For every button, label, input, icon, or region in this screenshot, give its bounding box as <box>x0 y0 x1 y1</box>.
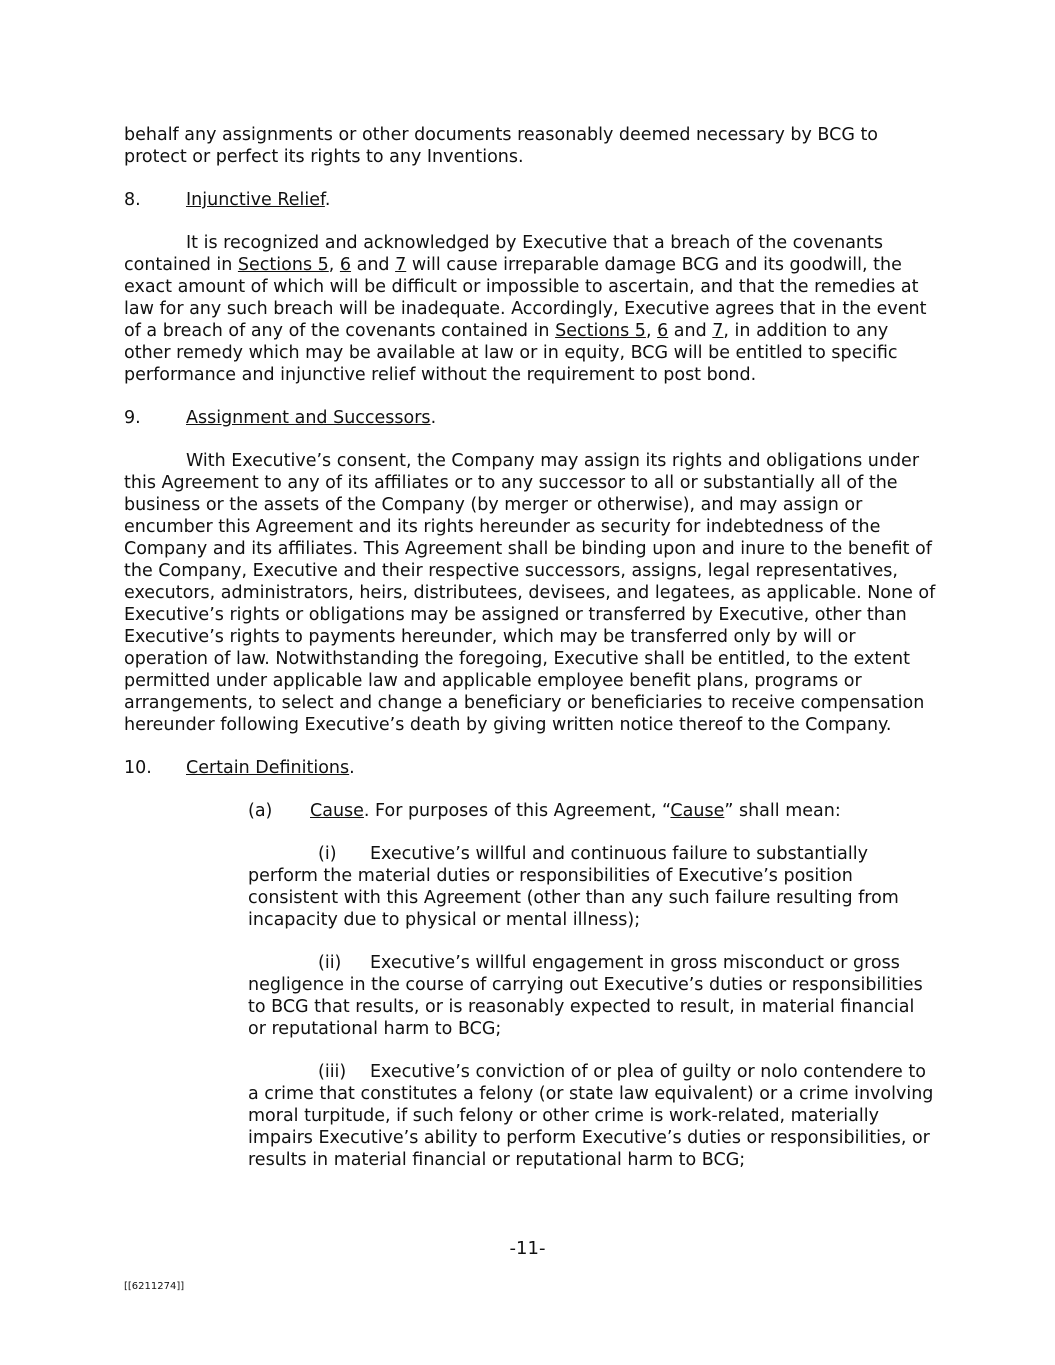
cause-term: Cause <box>310 801 364 821</box>
cause-item-ii <box>248 952 936 1040</box>
cause-item-i <box>248 843 936 931</box>
definition-a-label: (a) <box>248 801 273 821</box>
document-page <box>124 124 936 1171</box>
sections-5-ref-2: Sections 5 <box>555 321 646 341</box>
cause-term-quoted: Cause <box>670 801 725 821</box>
item-ii-text: Executive’s willful engagement in gross misconduct or gross negligence in the course of carrying out Executive’s duties or responsibilities to BCG that results, or is reasonably expected to result, in material financial or reputational harm to BCG; <box>248 953 923 1039</box>
section-8-body: It is recognized and acknowledged by Executive that a breach of the covenants contained in Sections 5, 6 and 7 will cause irreparable damage BCG and its goodwill, the exact amount of which will be difficult or impossible to ascertain, and that the remedies at law for any such breach will be inadequate. Accordingly, Executive agrees that in the event of a breach of any of the covenants contained in Sections 5, 6 and 7, in addition to any other remedy which may be available at law or in equity, BCG will be entitled to specific performance and injunctive relief without the requirement to post bond. <box>124 233 927 385</box>
sections-5-ref: Sections 5 <box>237 255 329 275</box>
item-i-label: (i) <box>318 844 337 864</box>
section-6-ref: 6 <box>339 255 352 275</box>
section-10-title: Certain Definitions <box>186 758 350 778</box>
item-ii-label: (ii) <box>318 953 342 973</box>
item-iii-text: Executive’s conviction of or plea of guilty or nolo contendere to a crime that constitutes a felony (or state law equivalent) or a crime involving moral turpitude, if such felony or other crime is work-related, materially impairs Executive’s ability to perform Executive’s duties or responsibilities, or results in material financial or reputational harm to BCG; <box>248 1062 934 1170</box>
section-7-ref: 7 <box>395 255 407 275</box>
page-number: -11- <box>509 1238 546 1259</box>
section-8-number: 8. <box>124 190 141 210</box>
section-8-title: Injunctive Relief <box>186 190 325 210</box>
document-id: [[6211274]] <box>124 1281 185 1292</box>
section-6-ref-2: 6 <box>657 321 669 341</box>
section-8-heading: 8. Injunctive Relief. <box>124 190 331 210</box>
item-i-text: Executive’s willful and continuous failure to substantially perform the material duties or responsibilities of Executive’s position consistent with this Agreement (other than any such failure resulting from incapacity due to physical or mental illness); <box>248 844 899 930</box>
section-9-number: 9. <box>124 408 141 428</box>
cause-item-iii <box>248 1061 936 1171</box>
intro-paragraph: behalf any assignments or other documents reasonably deemed necessary by BCG to protect or perfect its rights to any Inventions. <box>124 125 879 167</box>
section-10-number: 10. <box>124 758 152 778</box>
section-9-body: With Executive’s consent, the Company may assign its rights and obligations under this Agreement to any of its affiliates or to any successor to all or substantially all of the business or the assets of the Company (by merger or otherwise), and may assign or encumber this Agreement and its rights hereunder as security for indebtedness of the Company and its affiliates. This Agreement shall be binding upon and inure to the benefit of the Company, Executive and their respective successors, assigns, legal representatives, executors, administrators, heirs, distributees, devisees, and legatees, as applicable. None of Executive’s rights or obligations may be assigned or transferred by Executive, other than Executive’s rights to payments hereunder, which may be transferred only by will or operation of law. Notwithstanding the foregoing, Executive shall be entitled, to the extent permitted under applicable law and applicable employee benefit plans, programs or arrangements, to select and change a beneficiary or beneficiaries to receive compensation hereunder following Executive’s death by giving written notice thereof to the Company. <box>124 451 936 735</box>
definition-a: (a) Cause. For purposes of this Agreement, “Cause” shall mean: <box>248 801 841 821</box>
section-7-ref-2: 7 <box>712 321 724 341</box>
section-9-heading: 9. Assignment and Successors. <box>124 408 437 428</box>
item-iii-label: (iii) <box>318 1062 347 1082</box>
section-10-heading: 10. Certain Definitions. <box>124 758 355 778</box>
section-9-title: Assignment and Successors <box>186 408 431 428</box>
